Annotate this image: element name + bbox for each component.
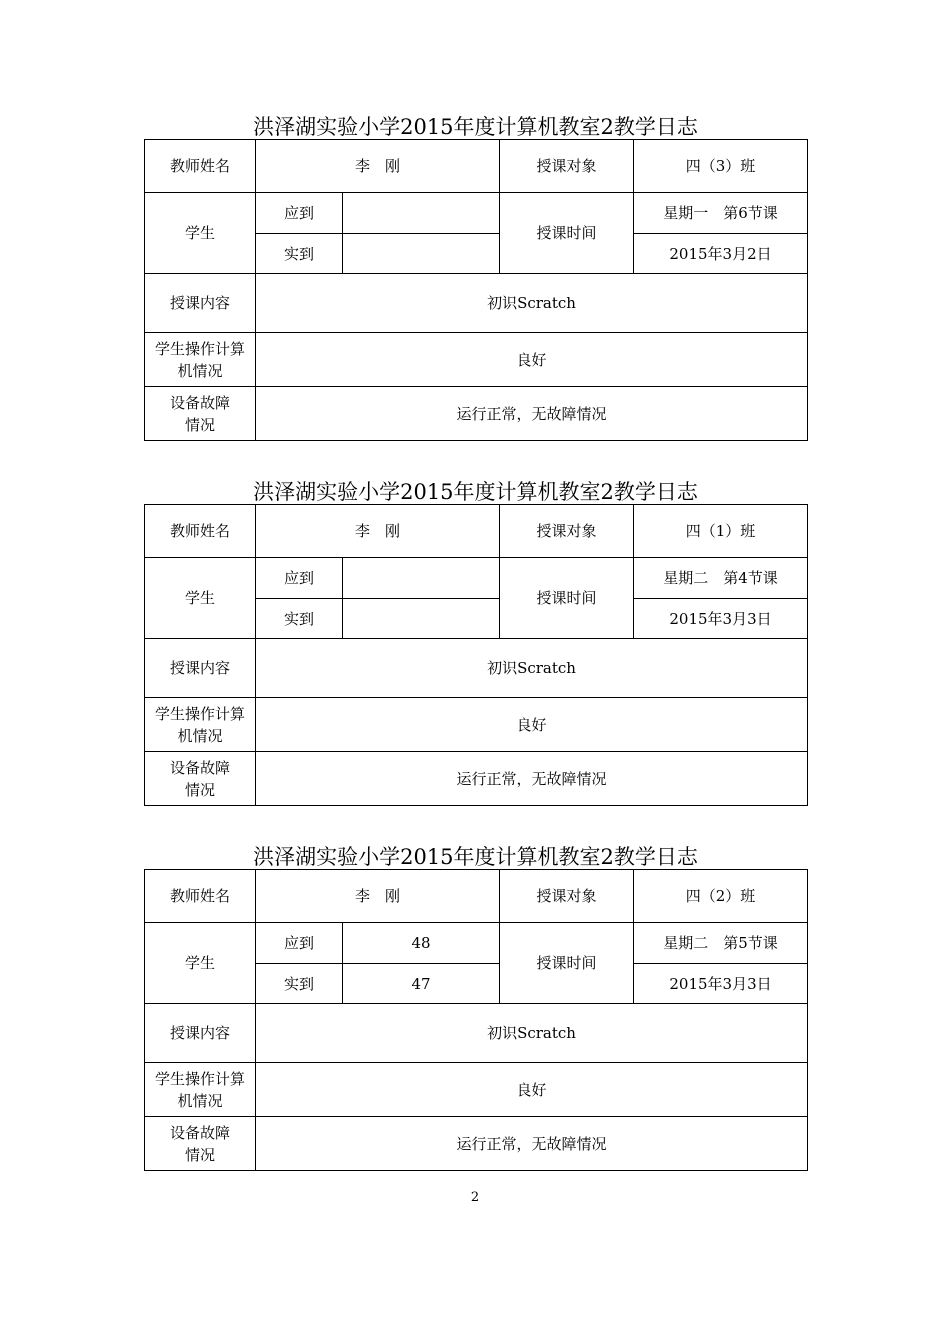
teacher-name: 李 刚: [256, 870, 500, 923]
students-label: 学生: [145, 923, 256, 1004]
expected-count: 48: [343, 923, 500, 964]
class-period: 星期一 第6节课: [634, 193, 808, 234]
actual-label: 实到: [256, 599, 343, 639]
operation-label: 学生操作计算机情况: [145, 1063, 256, 1117]
class-period: 星期二 第5节课: [634, 923, 808, 964]
page-number: 2: [470, 1190, 480, 1205]
class-date: 2015年3月3日: [634, 599, 808, 639]
teacher-row: [145, 870, 808, 923]
operation-value: 良好: [256, 1063, 808, 1117]
equipment-row: [145, 387, 808, 441]
teacher-label: 教师姓名: [145, 870, 256, 923]
content-label: 授课内容: [145, 639, 256, 698]
students-row: [145, 193, 808, 234]
equipment-label: 设备故障情况: [145, 387, 256, 441]
expected-label: 应到: [256, 193, 343, 234]
log-table: [144, 139, 808, 441]
log-title: 洪泽湖实验小学2015年度计算机教室2教学日志: [253, 845, 698, 869]
equipment-row: [145, 1117, 808, 1171]
time-label: 授课时间: [500, 193, 634, 274]
equipment-label: 设备故障情况: [145, 752, 256, 806]
operation-row: [145, 333, 808, 387]
equipment-value: 运行正常，无故障情况: [256, 752, 808, 806]
expected-label: 应到: [256, 923, 343, 964]
actual-count: 47: [343, 964, 500, 1004]
operation-label: 学生操作计算机情况: [145, 698, 256, 752]
teacher-row: [145, 140, 808, 193]
log-title: 洪泽湖实验小学2015年度计算机教室2教学日志: [253, 115, 698, 139]
target-class: 四（3）班: [634, 140, 808, 193]
content-value: 初识Scratch: [256, 274, 808, 333]
teacher-label: 教师姓名: [145, 140, 256, 193]
expected-count: [343, 558, 500, 599]
class-date: 2015年3月2日: [634, 234, 808, 274]
log-table: [144, 504, 808, 806]
content-row: [145, 274, 808, 333]
students-label: 学生: [145, 193, 256, 274]
content-row: [145, 639, 808, 698]
operation-row: [145, 698, 808, 752]
class-date: 2015年3月3日: [634, 964, 808, 1004]
teacher-name: 李 刚: [256, 505, 500, 558]
operation-value: 良好: [256, 698, 808, 752]
equipment-label: 设备故障情况: [145, 1117, 256, 1171]
equipment-value: 运行正常，无故障情况: [256, 1117, 808, 1171]
content-label: 授课内容: [145, 1004, 256, 1063]
target-label: 授课对象: [500, 140, 634, 193]
log-title: 洪泽湖实验小学2015年度计算机教室2教学日志: [253, 480, 698, 504]
time-label: 授课时间: [500, 558, 634, 639]
content-value: 初识Scratch: [256, 1004, 808, 1063]
class-period: 星期二 第4节课: [634, 558, 808, 599]
target-class: 四（2）班: [634, 870, 808, 923]
teacher-name: 李 刚: [256, 140, 500, 193]
equipment-row: [145, 752, 808, 806]
actual-count: [343, 599, 500, 639]
target-class: 四（1）班: [634, 505, 808, 558]
content-row: [145, 1004, 808, 1063]
teacher-row: [145, 505, 808, 558]
teacher-label: 教师姓名: [145, 505, 256, 558]
content-value: 初识Scratch: [256, 639, 808, 698]
expected-count: [343, 193, 500, 234]
target-label: 授课对象: [500, 505, 634, 558]
expected-label: 应到: [256, 558, 343, 599]
time-label: 授课时间: [500, 923, 634, 1004]
log-table: [144, 869, 808, 1171]
actual-label: 实到: [256, 234, 343, 274]
operation-row: [145, 1063, 808, 1117]
actual-label: 实到: [256, 964, 343, 1004]
target-label: 授课对象: [500, 870, 634, 923]
equipment-value: 运行正常，无故障情况: [256, 387, 808, 441]
operation-label: 学生操作计算机情况: [145, 333, 256, 387]
actual-count: [343, 234, 500, 274]
content-label: 授课内容: [145, 274, 256, 333]
students-label: 学生: [145, 558, 256, 639]
students-row: [145, 923, 808, 964]
students-row: [145, 558, 808, 599]
operation-value: 良好: [256, 333, 808, 387]
